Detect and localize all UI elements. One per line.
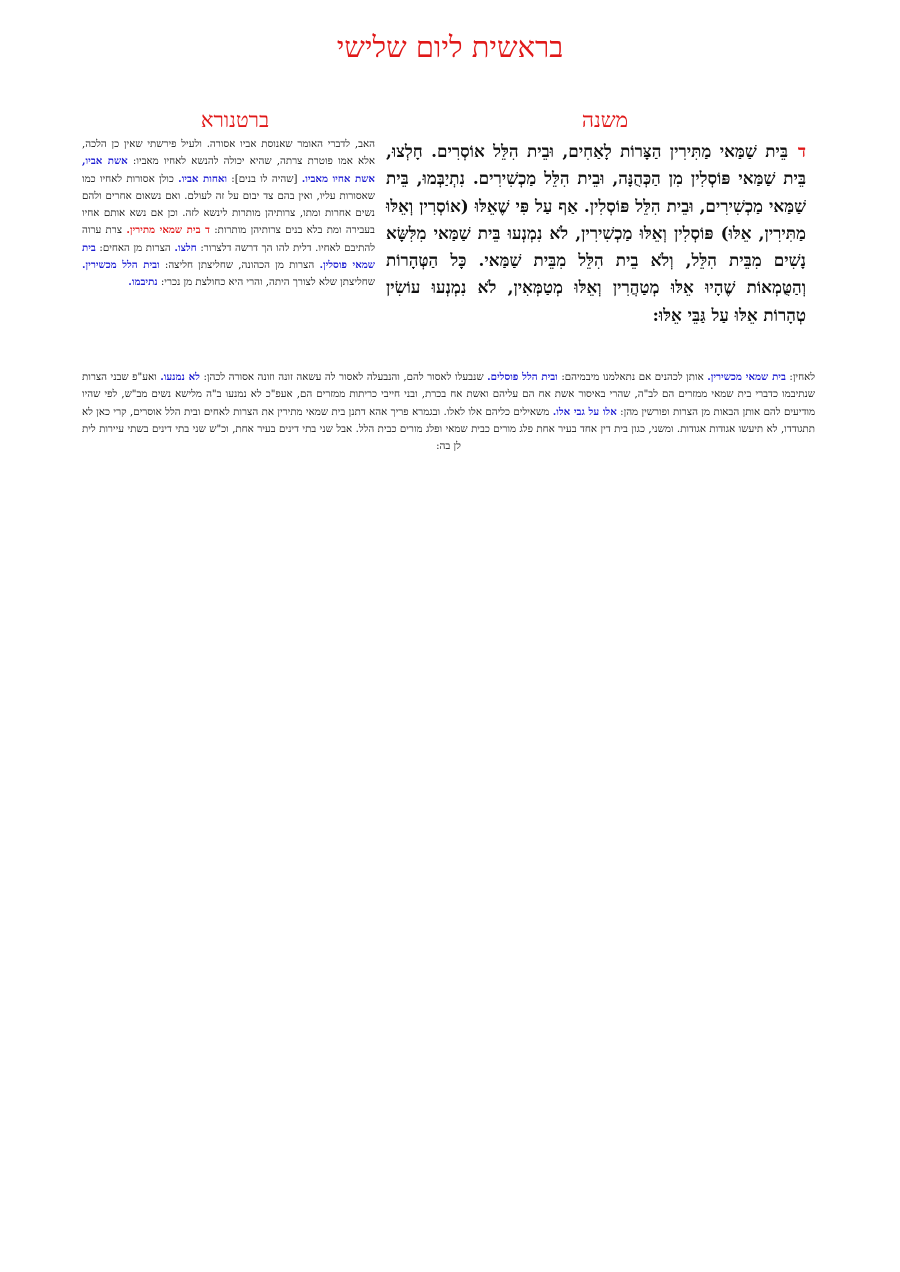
dibbur-hamatchil: ואחות אביו. — [178, 172, 228, 185]
mishnah-number: ד — [797, 141, 806, 161]
mishnah-text: בֵּית שַׁמַּאי מַתִּירִין הַצָּרוֹת לָאַחִים, וּבֵית הִלֵּל אוֹסְרִים. חָלְצוּ, בֵּית שַׁמַּאי פּוֹסְלִין מִן הַכְּהֻנָּה, וּבֵית הִלֵּל מַכְשִׁירִים. נִתְיַבְּמוּ, בֵּית שַׁמַּאי מַכְשִׁירִים, וּבֵית הִלֵּל פּוֹסְלִין. אַף עַל פִּי שֶׁאֵלּוּ (אוֹסְרִין וְאֵלּוּ מַתִּירִין, אֵלּוּ) פּוֹסְלִין וְאֵלּוּ מַכְשִׁירִין, לֹא נִמְנְעוּ בֵּית שַׁמַּאי מִלִּשָּׂא נָשִׁים מִבֵּית הִלֵּל, וְלֹא בֵית הִלֵּל מִבֵּית שַׁמַּאי. כָּל הַטְּהָרוֹת וְהַטֻּמְאוֹת שֶׁהָיוּ אֵלּוּ מְטַהֲרִין וְאֵלּוּ מְטַמְּאִין, לֹא נִמְנְעוּ עוֹשִׂין טְהָרוֹת אֵלּוּ עַל גַּבֵּי אֵלּוּ: — [386, 141, 806, 325]
commentary-text: [שהיה לו בנים]: — [231, 173, 298, 185]
commentary-text: הצרות מן הכהונה, שחליצתן חליצה: — [164, 260, 315, 272]
commentary-text: כולן אסורות לאחיו כמו שאסורות עליו, ואין בהם צד יבום על זה לעולם. ואם נשאום אחרים ולהם נשים אחרות ומתו, צרותיהן מותרות לינשא לזה. וכן אם נשא אותם אחיו בעבירה ומת בלא בנים צרותיהן מותרות: — [82, 173, 375, 237]
commentary-text: צרת ערוה להתיבם לאחיו. דלית להו הך דרשה דלצרור: — [82, 225, 375, 254]
commentary-text: ואע"פ שבני הצרות שנתיבמו כדברי בית שמאי ממזרים הם לב"ה, שהרי באיסור אשת אח הם עליהם ואשת אח בכרת, ובני חייבי כריתות ממזרים הם, אעפ"כ לא נמנעו ב"ה מלישא נשים מב"ש, לפי שהיו מודיעים להם אותן הבאות מן הצרות ופורשין מהן: — [82, 372, 815, 418]
dibbur-hamatchil-mishnah-marker: ד בית שמאי מתירין. — [126, 224, 210, 237]
commentary-text: משאילים כליהם אלו לאלו. ובגמרא פריך אהא דתנן בית שמאי מתירין את הצרות לאחים ובית הלל אוסרים, קרי כאן לא תתגודדו, לא תיעשו אגודות אגודות. ומשני, כגון בית דין אחד בעיר אחת פלג מורים כבית שמאי ופלג מורים כבית הלל. אבל שני בתי דינים בעיר אחת, וכ"ש שני בתי דינים בשתי עיירות לית לן בה: — [82, 406, 815, 453]
dibbur-hamatchil: לא נמנעו. — [160, 371, 200, 383]
dibbur-hamatchil: נתיבמו. — [128, 276, 158, 289]
mishnah-heading: משנה — [581, 108, 629, 132]
bartenura-heading: ברטנורא — [200, 108, 270, 132]
bartenura-commentary-continuation — [82, 369, 815, 455]
dibbur-hamatchil: חלצו. — [174, 241, 197, 254]
commentary-text: האב, לדברי האומר שאנוסת אביו אסורה. ולעיל פירשתי שאין כן הלכה, אלא אמו פוטרת צרתה, שהיא יכולה להנשא לאחיו מאביו: — [82, 139, 375, 168]
dibbur-hamatchil: בית שמאי מכשירין. — [707, 371, 786, 383]
commentary-text: לאחין: — [789, 372, 816, 383]
commentary-text: שחליצתן שלא לצורך היתה, והרי היא כחולצת מן נכרי: — [160, 277, 375, 289]
mishnah-text-block — [386, 138, 806, 329]
page-title: בראשית ליום שלישי — [336, 30, 564, 64]
dibbur-hamatchil: אלו על גבי אלו. — [552, 405, 617, 418]
dibbur-hamatchil: ובית הלל פוסלים. — [487, 371, 558, 383]
dibbur-hamatchil: אשת אביו, אשת אחיו מאביו. — [82, 155, 375, 185]
commentary-text: אותן לכהנים אם נתאלמנו מיבמיהם: — [561, 372, 704, 383]
commentary-text: שנבעלו לאסור להם, והנבעלה לאסור לה עשאה זונה וזונה אסורה לכהן: — [203, 372, 484, 383]
dibbur-hamatchil: ובית הלל מכשירין. — [82, 259, 160, 272]
dibbur-hamatchil: בית שמאי פוסלין. — [82, 241, 375, 272]
bartenura-commentary — [82, 136, 375, 292]
commentary-text: הצרות מן האחים: — [99, 242, 171, 254]
